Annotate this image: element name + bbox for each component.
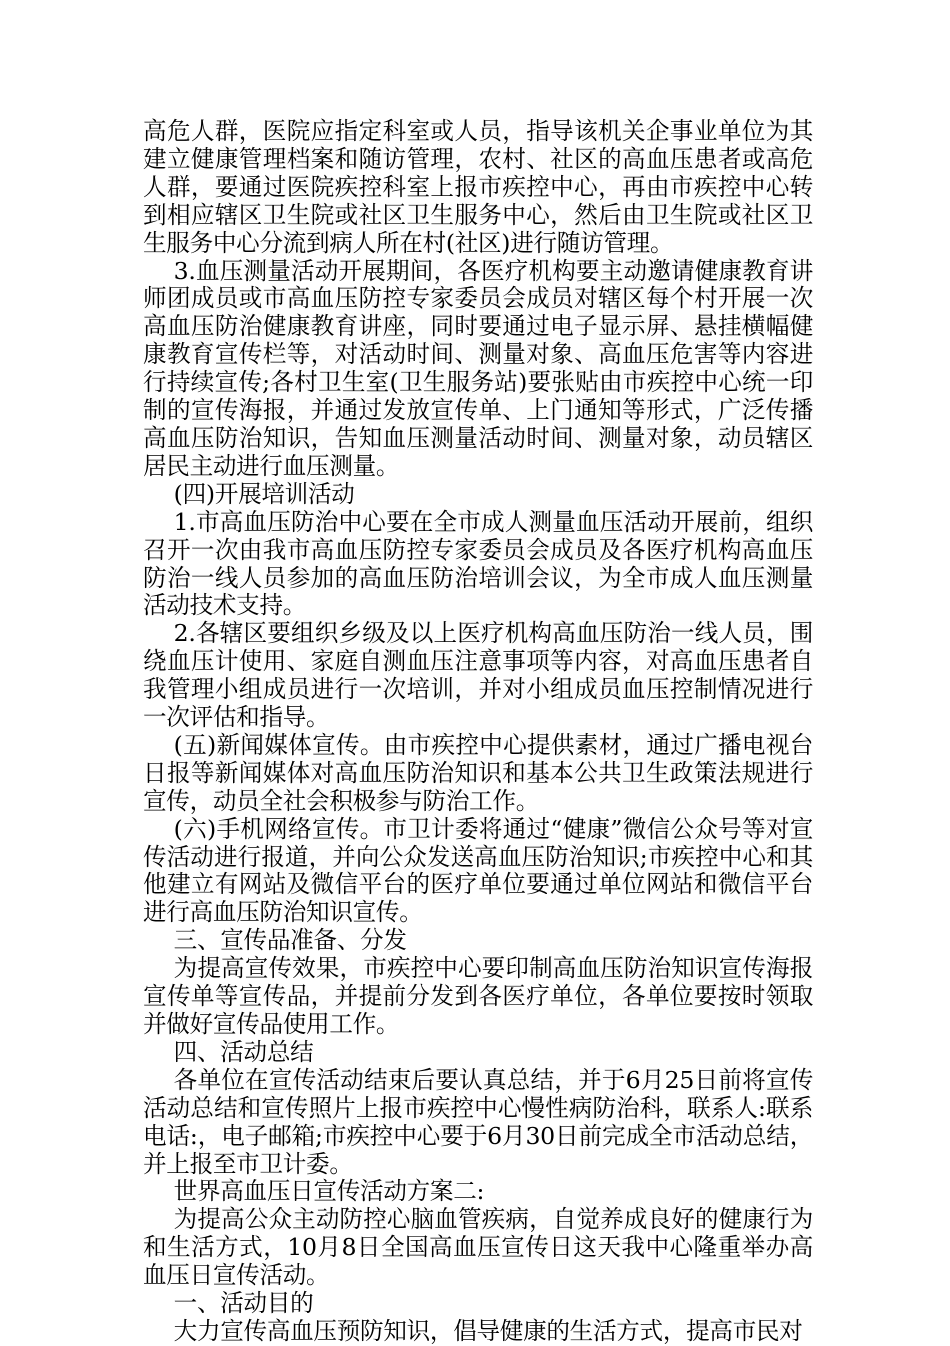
paragraph-6: (六)手机网络宣传。市卫计委将通过“健康”微信公众号等对宣传活动进行报道，并向公众发送高血压防治知识;市疾控中心和其他建立有网站及微信平台的医疗单位要通过单位网站和微信平台进行高血压防治知识宣传。: [143, 814, 813, 927]
paragraph-9: 为提高公众主动防控心脑血管疾病，自觉养成良好的健康行为和生活方式，10月8日全国高血压宣传日这天我中心隆重举办高血压日宣传活动。: [143, 1205, 813, 1290]
paragraph-3: 1.市高血压防治中心要在全市成人测量血压活动开展前，组织召开一次由我市高血压防控专家委员会成员及各医疗机构高血压防治一线人员参加的高血压防治培训会议，为全市成人血压测量活动技术支持。: [143, 507, 813, 620]
paragraph-7: 为提高宣传效果，市疾控中心要印制高血压防治知识宣传海报宣传单等宣传品，并提前分发到各医疗单位，各单位要按时领取并做好宣传品使用工作。: [143, 954, 813, 1038]
section-heading-summary: 四、活动总结: [173, 1037, 314, 1066]
paragraph-8: 各单位在宣传活动结束后要认真总结，并于6月25日前将宣传活动总结和宣传照片上报市疾控中心慢性病防治科，联系人:联系电话:，电子邮箱;市疾控中心要于6月30日前完成全市活动总结，并上报至市卫计委。: [143, 1065, 813, 1178]
paragraph-4: 2.各辖区要组织乡级及以上医疗机构高血压防治一线人员，围绕血压计使用、家庭自测血压注意事项等内容，对高血压患者自我管理小组成员进行一次培训，并对小组成员血压控制情况进行一次评估和指导。: [143, 619, 813, 732]
paragraph-2: 3.血压测量活动开展期间，各医疗机构要主动邀请健康教育讲师团成员或市高血压防控专家委员会成员对辖区每个村开展一次高血压防治健康教育讲座，同时要通过电子显示屏、悬挂横幅健康教育宣传栏等，对活动时间、测量对象、高血压危害等内容进行持续宣传;各村卫生室(卫生服务站)要张贴由市疾控中心统一印制的宣传海报，并通过发放宣传单、上门通知等形式，广泛传播高血压防治知识，告知血压测量活动时间、测量对象，动员辖区居民主动进行血压测量。: [143, 256, 813, 480]
paragraph-5: (五)新闻媒体宣传。由市疾控中心提供素材，通过广播电视台日报等新闻媒体对高血压防治知识和基本公共卫生政策法规进行宣传，动员全社会积极参与防治工作。: [143, 730, 813, 815]
paragraph-1: 高危人群，医院应指定科室或人员，指导该机关企事业单位为其建立健康管理档案和随访管理，农村、社区的高血压患者或高危人群，要通过医院疾控科室上报市疾控中心，再由市疾控中心转到相应辖区卫生院或社区卫生服务中心，然后由卫生院或社区卫生服务中心分流到病人所在村(社区)进行随访管理。: [143, 117, 813, 257]
section-heading-purpose: 一、活动目的: [173, 1289, 314, 1318]
document-page: [143, 118, 813, 1346]
section-heading-training: (四)开展培训活动: [173, 479, 355, 508]
plan-two-title: 世界高血压日宣传活动方案二:: [173, 1177, 485, 1206]
section-heading-materials: 三、宣传品准备、分发: [173, 926, 407, 955]
paragraph-10: 大力宣传高血压预防知识，倡导健康的生活方式，提高市民对: [173, 1316, 803, 1345]
